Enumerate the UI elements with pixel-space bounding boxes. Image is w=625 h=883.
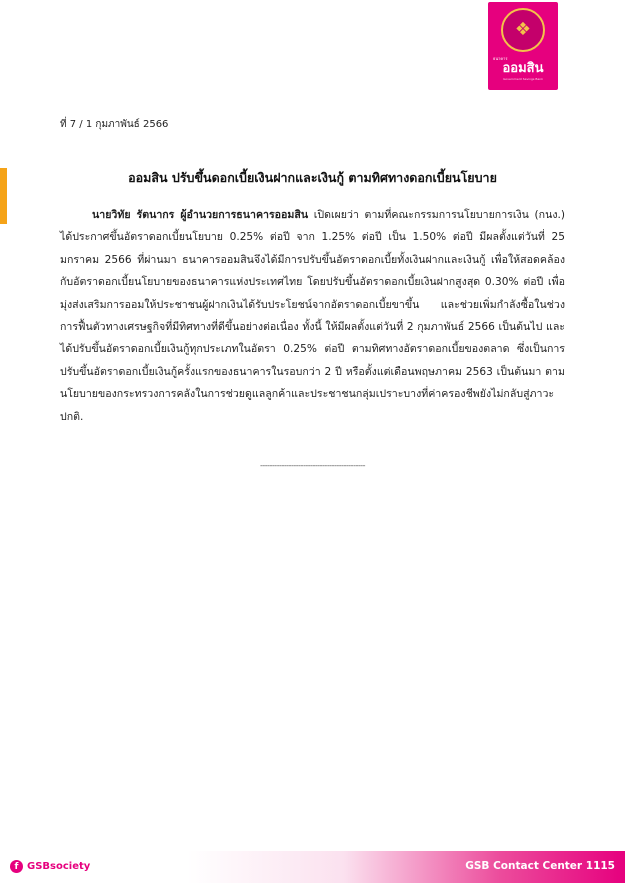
gsb-logo [488, 2, 558, 90]
seal-icon: ❖ [501, 8, 545, 52]
page-title: ออมสิน ปรับขึ้นดอกเบี้ยเงินฝากและเงินกู้ ตามทิศทางดอกเบี้ยนโยบาย [128, 170, 497, 185]
body-paragraph [60, 204, 565, 428]
separator-line: -------------------------------------------- [259, 461, 365, 470]
social-link[interactable] [10, 860, 90, 873]
facebook-icon: f [10, 860, 23, 873]
logo-brand-name: ออมสิน [502, 61, 544, 76]
body-lead-name: นายวิทัย รัตนากร ผู้อำนวยการธนาคารออมสิน [92, 209, 309, 221]
footer-bar [0, 851, 625, 883]
body-text: เปิดเผยว่า ตามที่คณะกรรมการนโยบายการเงิน (กนง.) ได้ประกาศขึ้นอัตราดอกเบี้ยนโยบาย 0.25% ต่อปี จาก 1.25% ต่อปี เป็น 1.50% ต่อปี มีผลตั้งแต่วันที่ 25 มกราคม 2566 ที่ผ่านมา ธนาคารออมสินจึงได้มีการปรับขึ้นอัตราดอกเบี้ยทั้งเงินฝากและเงินกู้ เพื่อให้สอดคล้องกับอัตราดอกเบี้ยนโยบายของธนาคารแห่งประเทศไทย โดยปรับขึ้นอัตราดอกเบี้ยเงินฝากสูงสุด 0.30% ต่อปี เพื่อมุ่งส่งเสริมการออมให้ประชาชนผู้ฝากเงินได้รับประโยชน์จากอัตราดอกเบี้ยขาขึ้น และช่วยเพิ่มกำลังซื้อในช่วงการฟื้นตัวทางเศรษฐกิจที่มีทิศทางที่ดีขึ้นอย่างต่อเนื่อง ทั้งนี้ ให้มีผลตั้งแต่วันที่ 2 กุมภาพันธ์ 2566 เป็นต้นไป และได้ปรับขึ้นอัตราดอกเบี้ยเงินกู้ทุกประเภทในอัตรา 0.25% ต่อปี ตามทิศทางอัตราดอกเบี้ยของตลาด ซึ่งเป็นการปรับขึ้นอัตราดอกเบี้ยเงินกู้ครั้งแรกของธนาคารในรอบกว่า 2 ปี หรือตั้งแต่เดือนพฤษภาคม 2563 เป็นต้นมา ตามนโยบายของกระทรวงการคลังในการช่วยดูแลลูกค้าและประชาชนกลุ่มเปราะบางที่ค่าครองชีพยังไม่กลับสู่ภาวะปกติ. [60, 209, 566, 423]
social-handle: GSBsociety [27, 861, 91, 872]
contact-center-label: GSB Contact Center 1115 [465, 860, 615, 872]
document-reference: ที่ 7 / 1 กุมภาพันธ์ 2566 [60, 119, 169, 130]
logo-tagline: Government Savings Bank [503, 77, 543, 81]
logo-small-text: ธนาคาร [493, 56, 508, 61]
